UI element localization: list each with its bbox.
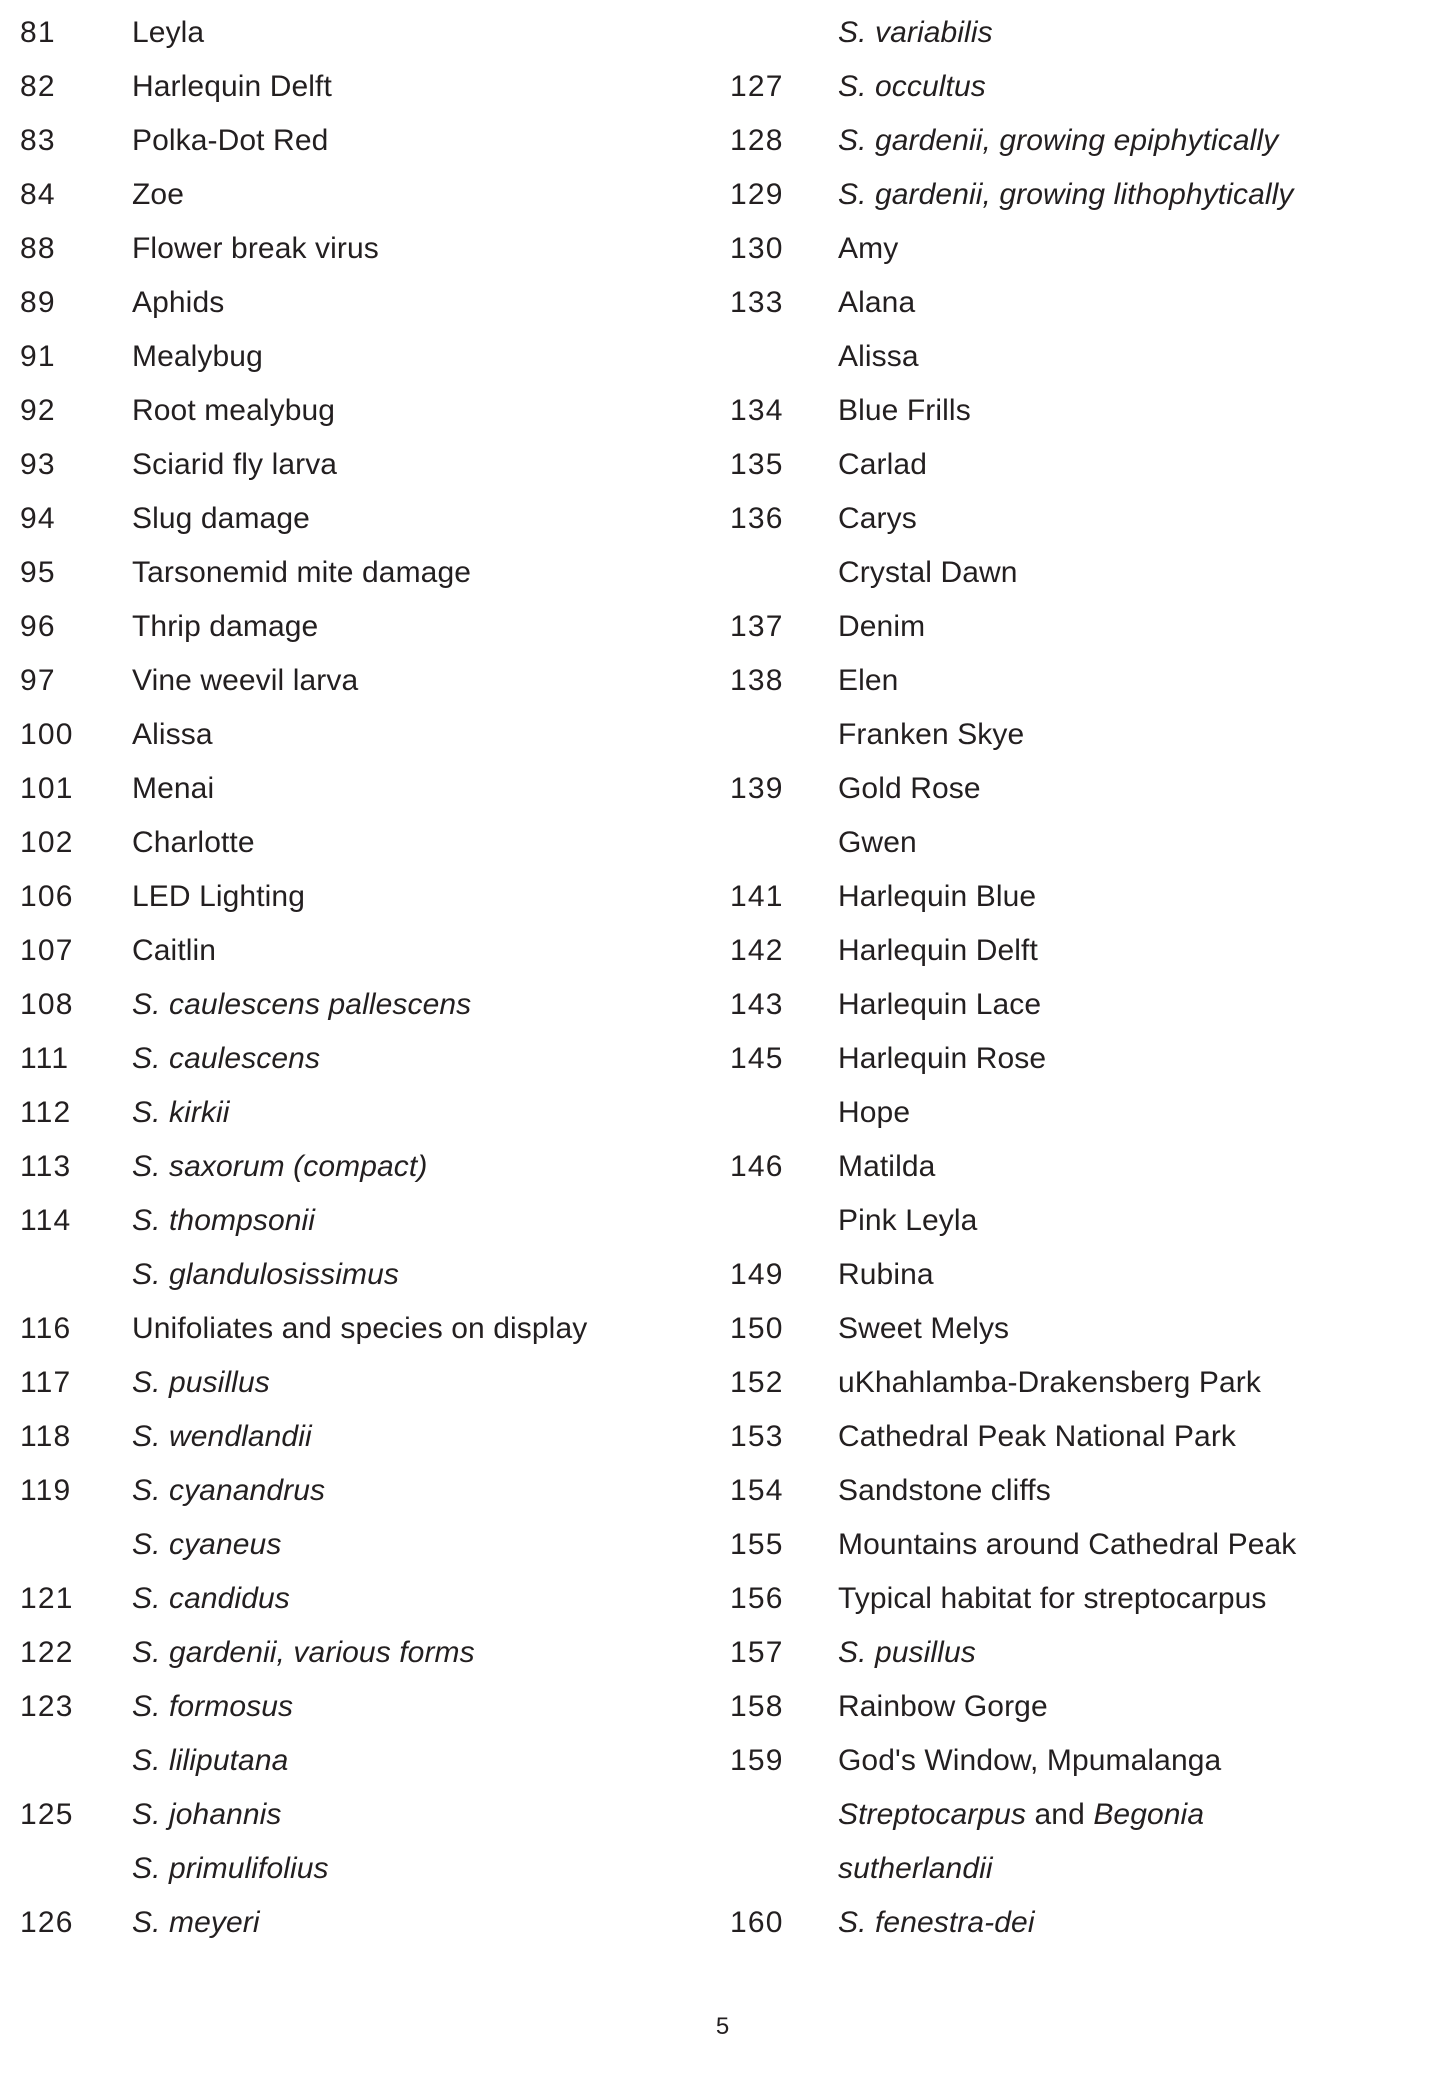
entry-number: 153 bbox=[730, 1420, 784, 1453]
list-item bbox=[18, 330, 730, 384]
entry-label: Polka-Dot Red bbox=[132, 124, 329, 157]
entry-label: S. cyanandrus bbox=[132, 1474, 326, 1507]
entry-number: 138 bbox=[730, 664, 784, 697]
list-item bbox=[18, 1734, 730, 1788]
entry-number: 112 bbox=[20, 1096, 72, 1129]
list-item bbox=[730, 1464, 1445, 1518]
list-item bbox=[18, 492, 730, 546]
list-item bbox=[730, 1194, 1445, 1248]
left-column bbox=[0, 6, 730, 1950]
entry-label: S. glandulosissimus bbox=[132, 1258, 400, 1291]
list-item bbox=[730, 762, 1445, 816]
list-item bbox=[18, 1248, 730, 1302]
entry-number: 156 bbox=[730, 1582, 784, 1615]
list-item bbox=[730, 1302, 1445, 1356]
entry-label: S. kirkii bbox=[132, 1096, 230, 1129]
entry-number: 149 bbox=[730, 1258, 784, 1291]
list-item bbox=[730, 1734, 1445, 1788]
entry-number: 89 bbox=[20, 286, 56, 319]
list-item bbox=[18, 60, 730, 114]
entry-label: Flower break virus bbox=[132, 232, 379, 265]
list-item bbox=[730, 1086, 1445, 1140]
list-item bbox=[18, 1464, 730, 1518]
entry-label: S. cyaneus bbox=[132, 1528, 282, 1561]
entry-label: S. pusillus bbox=[132, 1366, 270, 1399]
list-item bbox=[730, 1356, 1445, 1410]
list-item bbox=[730, 1842, 1445, 1896]
list-item bbox=[730, 924, 1445, 978]
entry-label: S. gardenii, various forms bbox=[132, 1636, 475, 1669]
right-column bbox=[730, 6, 1445, 1950]
entry-number: 94 bbox=[20, 502, 56, 535]
list-item bbox=[18, 978, 730, 1032]
list-item bbox=[18, 168, 730, 222]
entry-label: Franken Skye bbox=[838, 718, 1025, 751]
entry-number: 95 bbox=[20, 556, 56, 589]
entry-number: 123 bbox=[20, 1690, 74, 1723]
entry-label: Denim bbox=[838, 610, 926, 643]
entry-number: 143 bbox=[730, 988, 784, 1021]
entry-label: Aphids bbox=[132, 286, 225, 319]
list-item bbox=[730, 708, 1445, 762]
list-item bbox=[18, 546, 730, 600]
entry-label: Harlequin Delft bbox=[132, 70, 332, 103]
entry-label: Typical habitat for streptocarpus bbox=[838, 1582, 1267, 1615]
entry-label: Cathedral Peak National Park bbox=[838, 1420, 1237, 1453]
entry-label: Harlequin Delft bbox=[838, 934, 1038, 967]
entry-number: 129 bbox=[730, 178, 784, 211]
entry-number: 100 bbox=[20, 718, 74, 751]
list-item bbox=[730, 60, 1445, 114]
list-item bbox=[730, 384, 1445, 438]
entry-label: S. liliputana bbox=[132, 1744, 289, 1777]
list-item bbox=[730, 6, 1445, 60]
entry-label: Charlotte bbox=[132, 826, 255, 859]
list-item bbox=[730, 654, 1445, 708]
entry-number: 141 bbox=[730, 880, 784, 913]
entry-label: S. caulescens bbox=[132, 1042, 321, 1075]
list-item bbox=[730, 1410, 1445, 1464]
list-item bbox=[730, 1248, 1445, 1302]
list-item bbox=[730, 1788, 1445, 1842]
entry-label: S. thompsonii bbox=[132, 1204, 316, 1237]
entry-number: 108 bbox=[20, 988, 74, 1021]
entry-label: S. occultus bbox=[838, 70, 986, 103]
list-item bbox=[18, 708, 730, 762]
entry-number: 107 bbox=[20, 934, 74, 967]
entry-label: S. meyeri bbox=[132, 1906, 260, 1939]
entry-label: Crystal Dawn bbox=[838, 556, 1018, 589]
list-item bbox=[18, 1572, 730, 1626]
entry-number: 134 bbox=[730, 394, 784, 427]
entry-number: 146 bbox=[730, 1150, 784, 1183]
entry-label: Menai bbox=[132, 772, 215, 805]
list-item bbox=[730, 114, 1445, 168]
entry-label: Tarsonemid mite damage bbox=[132, 556, 472, 589]
entry-number: 137 bbox=[730, 610, 784, 643]
entry-number: 111 bbox=[20, 1042, 70, 1075]
entry-label: uKhahlamba-Drakensberg Park bbox=[838, 1366, 1261, 1399]
entry-label: Caitlin bbox=[132, 934, 217, 967]
entry-label: S. johannis bbox=[132, 1798, 282, 1831]
entry-label: Vine weevil larva bbox=[132, 664, 359, 697]
entry-label: Alissa bbox=[132, 718, 213, 751]
entry-number: 126 bbox=[20, 1906, 74, 1939]
entry-label: Mountains around Cathedral Peak bbox=[838, 1528, 1297, 1561]
entry-label: LED Lighting bbox=[132, 880, 305, 913]
list-item bbox=[730, 1572, 1445, 1626]
list-item bbox=[18, 1518, 730, 1572]
entry-label: S. gardenii, growing lithophytically bbox=[838, 178, 1294, 211]
entry-label: S. variabilis bbox=[838, 16, 993, 49]
entry-label: God's Window, Mpumalanga bbox=[838, 1744, 1222, 1777]
entry-label: Sweet Melys bbox=[838, 1312, 1010, 1345]
entry-number: 92 bbox=[20, 394, 56, 427]
entry-number: 106 bbox=[20, 880, 74, 913]
entry-number: 96 bbox=[20, 610, 56, 643]
entry-label: S. saxorum (compact) bbox=[132, 1150, 428, 1183]
list-item bbox=[730, 978, 1445, 1032]
entry-label: S. primulifolius bbox=[132, 1852, 329, 1885]
entry-label: Harlequin Blue bbox=[838, 880, 1037, 913]
list-item bbox=[18, 276, 730, 330]
entry-label: Sciarid fly larva bbox=[132, 448, 338, 481]
entry-label: Gold Rose bbox=[838, 772, 981, 805]
list-item bbox=[730, 330, 1445, 384]
list-item bbox=[730, 1896, 1445, 1950]
list-item bbox=[18, 816, 730, 870]
list-item bbox=[730, 1032, 1445, 1086]
entry-number: 125 bbox=[20, 1798, 74, 1831]
entry-number: 121 bbox=[20, 1582, 74, 1615]
entry-label: Alissa bbox=[838, 340, 919, 373]
entry-label: S. candidus bbox=[132, 1582, 290, 1615]
entry-number: 93 bbox=[20, 448, 56, 481]
list-item bbox=[730, 168, 1445, 222]
entry-number: 88 bbox=[20, 232, 56, 265]
entry-label: S. pusillus bbox=[838, 1636, 976, 1669]
entry-number: 158 bbox=[730, 1690, 784, 1723]
list-item bbox=[730, 546, 1445, 600]
entry-label: S. gardenii, growing epiphytically bbox=[838, 124, 1279, 157]
list-item bbox=[18, 762, 730, 816]
list-item bbox=[730, 600, 1445, 654]
list-item bbox=[18, 1410, 730, 1464]
entry-number: 114 bbox=[20, 1204, 72, 1237]
list-item bbox=[18, 384, 730, 438]
list-item bbox=[730, 222, 1445, 276]
entry-number: 113 bbox=[20, 1150, 72, 1183]
entry-number: 122 bbox=[20, 1636, 74, 1669]
entry-number: 127 bbox=[730, 70, 784, 103]
entry-number: 133 bbox=[730, 286, 784, 319]
entry-label: Gwen bbox=[838, 826, 917, 859]
entry-number: 116 bbox=[20, 1312, 72, 1345]
list-item bbox=[730, 870, 1445, 924]
list-item bbox=[18, 222, 730, 276]
list-item bbox=[18, 1842, 730, 1896]
list-item bbox=[730, 1626, 1445, 1680]
entry-label: Thrip damage bbox=[132, 610, 319, 643]
list-item bbox=[18, 438, 730, 492]
entry-number: 142 bbox=[730, 934, 784, 967]
entry-number: 91 bbox=[20, 340, 56, 373]
entry-label: Elen bbox=[838, 664, 899, 697]
entry-number: 155 bbox=[730, 1528, 784, 1561]
list-item bbox=[18, 1626, 730, 1680]
list-item bbox=[730, 1680, 1445, 1734]
entry-number: 157 bbox=[730, 1636, 784, 1669]
list-item bbox=[18, 654, 730, 708]
entry-number: 145 bbox=[730, 1042, 784, 1075]
list-item bbox=[730, 438, 1445, 492]
entry-label: Streptocarpus and Begonia bbox=[838, 1798, 1205, 1831]
entry-number: 128 bbox=[730, 124, 784, 157]
entry-number: 81 bbox=[20, 16, 56, 49]
entry-label: Rubina bbox=[838, 1258, 934, 1291]
page-number: 5 bbox=[715, 2013, 730, 2040]
list-item bbox=[730, 816, 1445, 870]
list-item bbox=[730, 1518, 1445, 1572]
entry-label: Pink Leyla bbox=[838, 1204, 978, 1237]
entry-label: S. formosus bbox=[132, 1690, 294, 1723]
list-item bbox=[18, 1086, 730, 1140]
entry-label: Matilda bbox=[838, 1150, 936, 1183]
list-item bbox=[18, 114, 730, 168]
entry-label: Zoe bbox=[132, 178, 184, 211]
entry-number: 136 bbox=[730, 502, 784, 535]
entry-number: 139 bbox=[730, 772, 784, 805]
entry-label: Harlequin Rose bbox=[838, 1042, 1047, 1075]
list-item bbox=[18, 924, 730, 978]
entry-number: 97 bbox=[20, 664, 56, 697]
entry-label: Alana bbox=[838, 286, 916, 319]
genus-begonia: Begonia bbox=[1093, 1798, 1205, 1831]
list-item bbox=[730, 492, 1445, 546]
entry-label: Blue Frills bbox=[838, 394, 971, 427]
entry-number: 154 bbox=[730, 1474, 784, 1507]
list-item bbox=[18, 1680, 730, 1734]
entry-number: 118 bbox=[20, 1420, 72, 1453]
entry-label: Carys bbox=[838, 502, 917, 535]
entry-number: 83 bbox=[20, 124, 56, 157]
entry-number: 82 bbox=[20, 70, 56, 103]
genus-streptocarpus: Streptocarpus bbox=[838, 1798, 1027, 1831]
list-item bbox=[18, 1896, 730, 1950]
list-item bbox=[18, 1140, 730, 1194]
list-item bbox=[18, 1356, 730, 1410]
list-item bbox=[18, 1302, 730, 1356]
entry-number: 119 bbox=[20, 1474, 72, 1507]
list-item bbox=[730, 276, 1445, 330]
entry-label: Unifoliates and species on display bbox=[132, 1312, 588, 1345]
entry-number: 117 bbox=[20, 1366, 72, 1399]
list-item bbox=[18, 6, 730, 60]
list-item bbox=[18, 1788, 730, 1842]
entry-number: 160 bbox=[730, 1906, 784, 1939]
entry-number: 135 bbox=[730, 448, 784, 481]
list-item bbox=[18, 870, 730, 924]
entry-label: Harlequin Lace bbox=[838, 988, 1042, 1021]
entry-label: Sandstone cliffs bbox=[838, 1474, 1051, 1507]
list-item bbox=[18, 1032, 730, 1086]
entry-label: S. caulescens pallescens bbox=[132, 988, 472, 1021]
entry-label: Slug damage bbox=[132, 502, 310, 535]
entry-number: 152 bbox=[730, 1366, 784, 1399]
list-item bbox=[18, 600, 730, 654]
entry-number: 159 bbox=[730, 1744, 784, 1777]
entry-label: Root mealybug bbox=[132, 394, 336, 427]
entry-label: S. wendlandii bbox=[132, 1420, 312, 1453]
entry-label: S. fenestra-dei bbox=[838, 1906, 1035, 1939]
entry-label: Amy bbox=[838, 232, 899, 265]
entry-label: sutherlandii bbox=[838, 1852, 993, 1885]
entry-label: Leyla bbox=[132, 16, 205, 49]
entry-label: Mealybug bbox=[132, 340, 263, 373]
entry-number: 130 bbox=[730, 232, 784, 265]
list-item bbox=[730, 1140, 1445, 1194]
entry-label: Hope bbox=[838, 1096, 911, 1129]
entry-number: 101 bbox=[20, 772, 74, 805]
entry-number: 84 bbox=[20, 178, 56, 211]
entry-number: 102 bbox=[20, 826, 74, 859]
entry-number: 150 bbox=[730, 1312, 784, 1345]
list-item bbox=[18, 1194, 730, 1248]
entry-label: Rainbow Gorge bbox=[838, 1690, 1048, 1723]
entry-label: Carlad bbox=[838, 448, 927, 481]
